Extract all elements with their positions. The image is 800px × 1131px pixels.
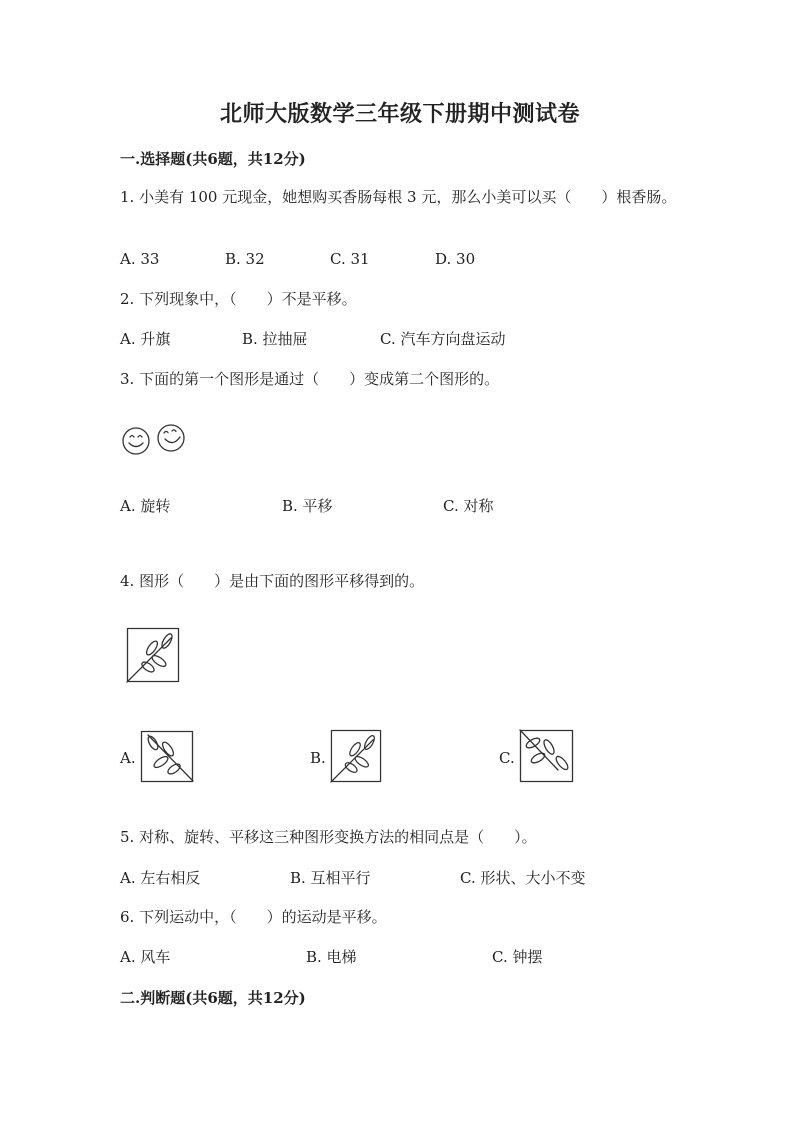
q2-option-a[interactable]: A. 升旗 — [120, 330, 171, 348]
question-4-text: 4. 图形（ ）是由下面的图形平移得到的。 — [120, 572, 425, 590]
section-heading-choice: 一.选择题(共6题，共12分) — [120, 150, 306, 168]
question-6-text: 6. 下列运动中，（ ）的运动是平移。 — [120, 908, 387, 926]
question-5-text: 5. 对称、旋转、平移这三种图形变换方法的相同点是（ ）。 — [120, 828, 537, 846]
section-heading-judgment: 二.判断题(共6题，共12分) — [120, 989, 306, 1007]
q6-option-a[interactable]: A. 风车 — [120, 948, 171, 966]
page-title: 北师大版数学三年级下册期中测试卷 — [219, 101, 580, 127]
q1-option-a[interactable]: A. 33 — [120, 250, 160, 268]
q6-option-b[interactable]: B. 电梯 — [306, 948, 357, 966]
smiley-face-icon — [120, 424, 190, 458]
leaf-branch-icon — [127, 628, 179, 682]
q1-option-d[interactable]: D. 30 — [435, 250, 476, 268]
q4-option-b[interactable]: B. — [310, 749, 326, 767]
question-3-text: 3. 下面的第一个图形是通过（ ）变成第二个图形的。 — [120, 370, 500, 388]
q2-option-b[interactable]: B. 拉抽屉 — [242, 330, 308, 348]
q5-option-b[interactable]: B. 互相平行 — [290, 869, 371, 887]
q5-option-a[interactable]: A. 左右相反 — [120, 869, 201, 887]
q4-option-a-figure-icon — [141, 731, 193, 782]
q4-option-a[interactable]: A. — [120, 749, 136, 767]
q6-option-c[interactable]: C. 钟摆 — [492, 948, 543, 966]
q1-option-c[interactable]: C. 31 — [330, 250, 370, 268]
q3-option-c[interactable]: C. 对称 — [443, 497, 494, 515]
question-2-text: 2. 下列现象中，（ ）不是平移。 — [120, 290, 357, 308]
q1-option-b[interactable]: B. 32 — [225, 250, 265, 268]
question-1-text: 1. 小美有 100 元现金，她想购买香肠每根 3 元，那么小美可以买（ ）根香肠。 — [120, 188, 677, 206]
q4-option-b-figure-icon — [330, 730, 382, 782]
q4-option-c[interactable]: C. — [499, 749, 515, 767]
q5-option-c[interactable]: C. 形状、大小不变 — [460, 869, 586, 887]
q4-option-c-figure-icon — [520, 730, 573, 782]
q3-option-b[interactable]: B. 平移 — [282, 497, 333, 515]
tilted-smiley-face-icon — [158, 425, 184, 451]
q3-option-a[interactable]: A. 旋转 — [120, 497, 171, 515]
q2-option-c[interactable]: C. 汽车方向盘运动 — [380, 330, 506, 348]
